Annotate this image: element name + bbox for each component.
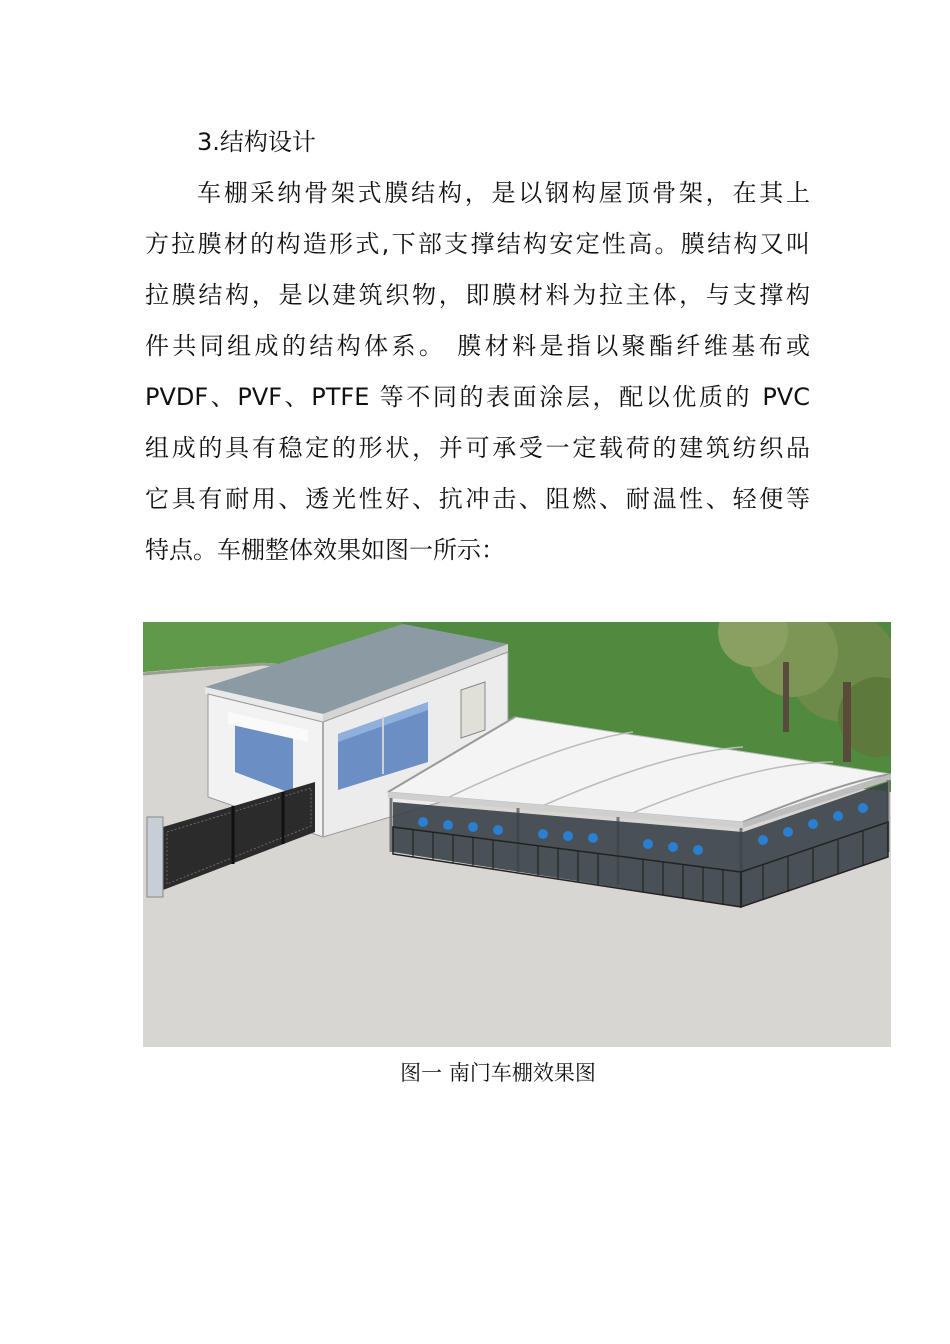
bike-shed-illustration bbox=[143, 622, 891, 1047]
paragraph-line: 件共同组成的结构体系。 膜材料是指以聚酯纤维基布或 bbox=[145, 332, 810, 360]
paragraph-line: 拉膜结构，是以建筑织物，即膜材料为拉主体，与支撑构 bbox=[145, 281, 810, 309]
paragraph-line: 方拉膜材的构造形式,下部支撑结构安定性高。膜结构又叫 bbox=[145, 230, 810, 258]
paragraph-line: PVDF、PVF、PTFE 等不同的表面涂层，配以优质的 PVC bbox=[145, 383, 810, 411]
paragraph-line: 组成的具有稳定的形状，并可承受一定载荷的建筑纺织品 bbox=[145, 434, 810, 462]
body-paragraph bbox=[145, 170, 810, 578]
figure-caption: 图一 南门车棚效果图 bbox=[400, 1061, 596, 1085]
paragraph-line: 车棚采纳骨架式膜结构，是以钢构屋顶骨架，在其上 bbox=[197, 179, 810, 207]
section-heading: 3.结构设计 bbox=[197, 128, 316, 156]
bike-shed-rendering bbox=[143, 622, 891, 1047]
paragraph-line: 特点。车棚整体效果如图一所示： bbox=[145, 536, 505, 564]
paragraph-line: 它具有耐用、透光性好、抗冲击、阻燃、耐温性、轻便等 bbox=[145, 485, 810, 513]
